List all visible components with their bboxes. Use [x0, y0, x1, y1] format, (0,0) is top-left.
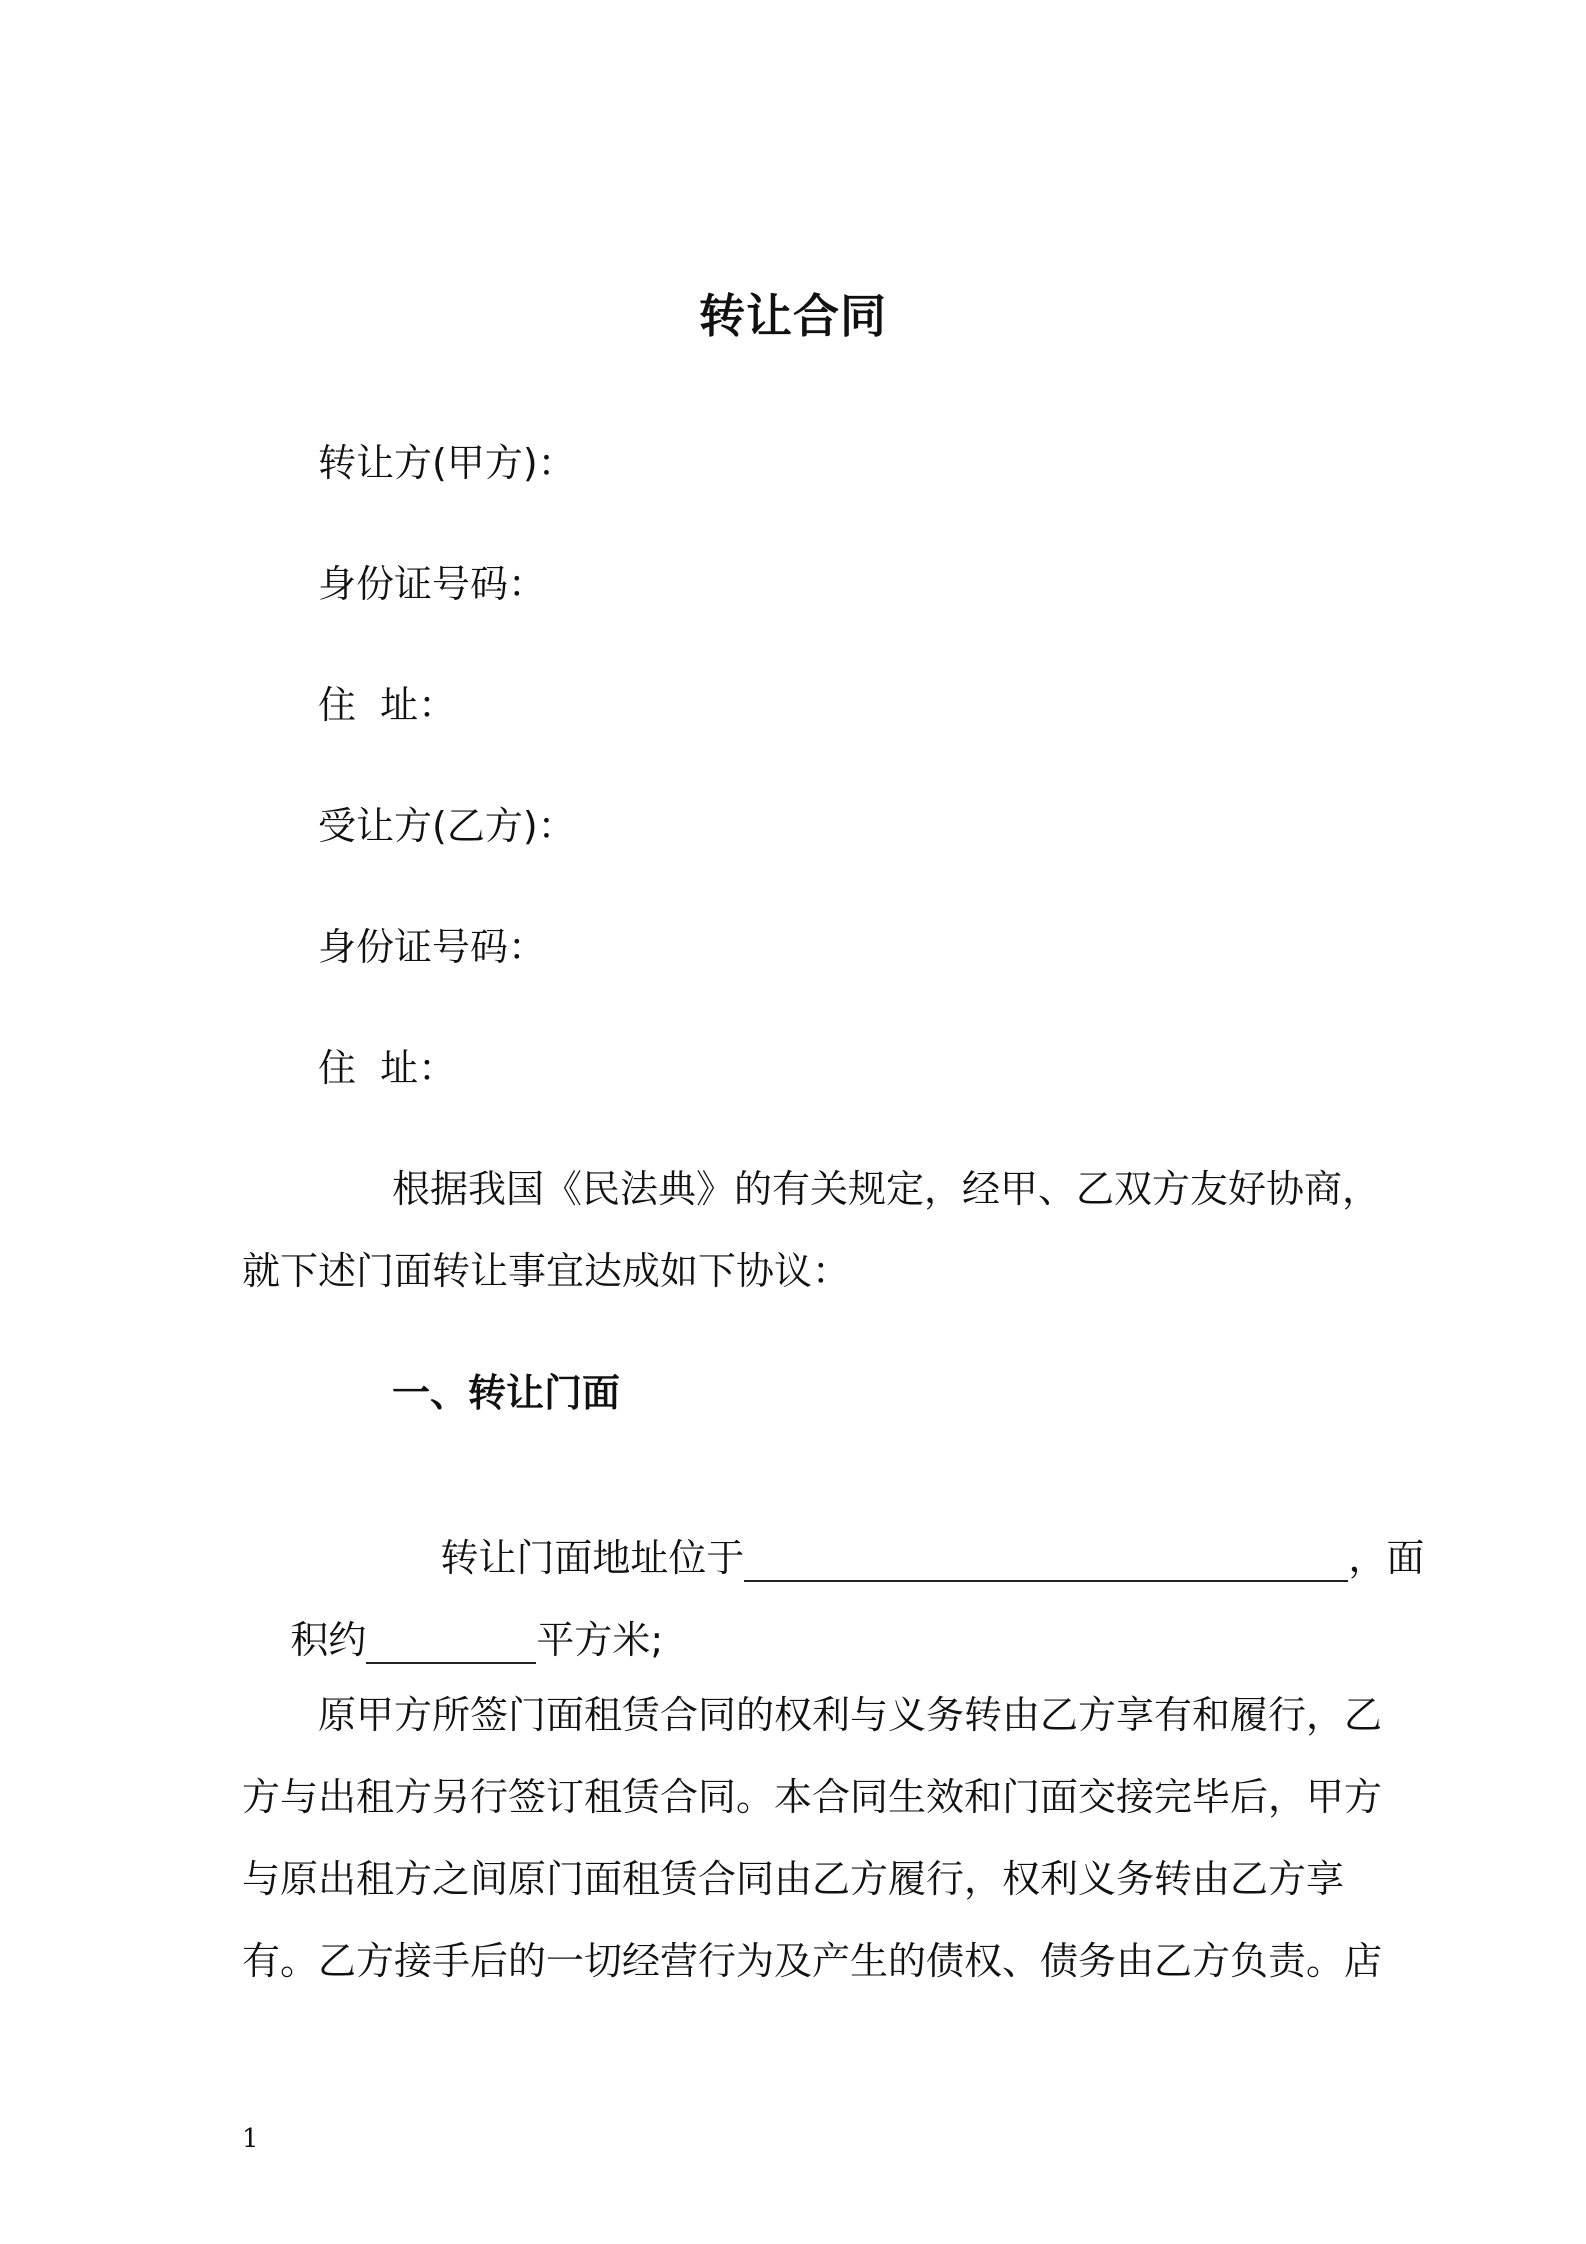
intro-line-2: 就下述门面转让事宜达成如下协议：	[242, 1249, 851, 1293]
section-1-heading: 一、转让门面	[392, 1371, 621, 1415]
transferor-label: 转让方(甲方)：	[318, 441, 576, 485]
address-prefix: 转让门面地址位于	[440, 1536, 745, 1580]
area-prefix: 积约	[290, 1618, 367, 1662]
clause-line-2: 方与出租方另行签订租赁合同。本合同生效和门面交接完毕后，甲方	[242, 1775, 1383, 1819]
area-blank	[366, 1620, 536, 1664]
clause-line-3: 与原出租方之间原门面租赁合同由乙方履行，权利义务转由乙方享	[242, 1857, 1345, 1901]
intro-line-1: 根据我国《民法典》的有关规定，经甲、乙双方友好协商，	[392, 1167, 1381, 1211]
clause-line-4: 有。乙方接手后的一切经营行为及产生的债权、债务由乙方负责。店	[242, 1939, 1383, 1983]
area-suffix: 平方米;	[536, 1618, 664, 1662]
address-blank	[744, 1538, 1348, 1582]
transferee-label: 受让方(乙方)：	[318, 804, 576, 848]
page-number: 1	[242, 2124, 259, 2154]
transferor-address-label: 住 址：	[318, 683, 457, 727]
clause-line-1: 原甲方所签门面租赁合同的权利与义务转由乙方享有和履行，乙	[318, 1693, 1383, 1737]
transferee-address-label: 住 址：	[318, 1046, 457, 1090]
transferee-id-label: 身份证号码：	[318, 925, 547, 969]
transferor-id-label: 身份证号码：	[318, 562, 547, 606]
document-title: 转让合同	[699, 289, 887, 343]
address-suffix: ，面	[1348, 1536, 1425, 1580]
